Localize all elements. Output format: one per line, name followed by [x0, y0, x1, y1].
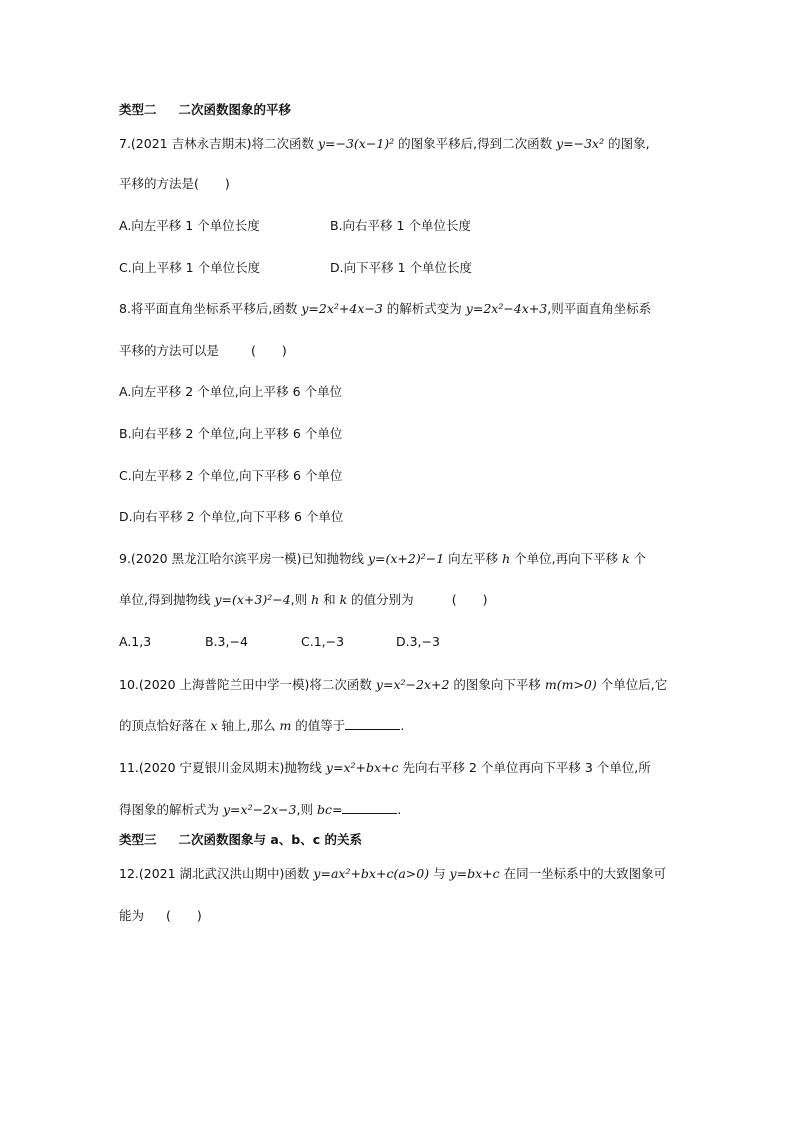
- q7-option-a: A.向左平移 1 个单位长度: [119, 218, 260, 233]
- q12-text: 12.(2021 湖北武汉洪山期中)函数: [119, 866, 314, 881]
- q8-option-b: B.向右平移 2 个单位,向上平移 6 个单位: [119, 426, 343, 441]
- q8-option-d: D.向右平移 2 个单位,向下平移 6 个单位: [119, 509, 344, 524]
- q12-paren-open: (: [166, 908, 171, 923]
- question-11-line-2: [119, 801, 401, 819]
- q12-text-mid: 与: [429, 866, 450, 881]
- q9-option-d: D.3,−3: [396, 634, 440, 649]
- q9-paren-open: (: [451, 592, 457, 607]
- q8-text-mid: 的解析式变为: [382, 301, 466, 316]
- q9-function-1: y=(x+2)²−1: [367, 551, 445, 566]
- q7-option-c: C.向上平移 1 个单位长度: [119, 260, 261, 275]
- q10-text-2-mid: 轴上,那么: [217, 718, 280, 733]
- q8-paren-open: (: [251, 343, 256, 358]
- question-7-line-1: [119, 135, 650, 153]
- q10-text-post: 个单位后,它: [596, 677, 668, 692]
- q7-option-d: D.向下平移 1 个单位长度: [330, 260, 472, 275]
- q9-text-post: 个: [629, 551, 647, 566]
- q9-var-k: k: [622, 551, 630, 566]
- q10-m-condition: m(m>0): [544, 677, 597, 692]
- q9-paren-close: ): [482, 592, 488, 607]
- q10-function-1: y=x²−2x+2: [375, 677, 450, 692]
- q8-text: 8.将平面直角坐标系平移后,函数: [119, 301, 302, 316]
- q10-period: .: [400, 718, 405, 733]
- q8-function-2: y=2x²−4x+3: [465, 301, 548, 316]
- q9-option-a: A.1,3: [119, 634, 152, 649]
- q8-option-c: C.向左平移 2 个单位,向下平移 6 个单位: [119, 468, 343, 483]
- q11-function-1: y=x²+bx+c: [325, 760, 399, 775]
- q12-paren-close: ): [196, 908, 202, 923]
- q8-option-a: A.向左平移 2 个单位,向上平移 6 个单位: [119, 384, 343, 399]
- section-heading-type-two: [119, 101, 291, 119]
- q7-stem-end: 平移的方法是(: [119, 176, 199, 191]
- q11-text: 11.(2020 宁夏银川金凤期末)抛物线: [119, 760, 326, 775]
- q11-text-2: 得图象的解析式为: [119, 802, 223, 817]
- q11-bc: bc=: [316, 802, 343, 817]
- q8-function-1: y=2x²+4x−3: [301, 301, 383, 316]
- q10-text-2: 的顶点恰好落在: [119, 718, 211, 733]
- question-10-line-2: [119, 717, 404, 735]
- q9-text-and: 和: [319, 592, 340, 607]
- q9-text-2-mid: ,则: [290, 592, 312, 607]
- q11-answer-blank[interactable]: [342, 801, 397, 814]
- q8-stem-end: 平移的方法可以是: [119, 343, 220, 358]
- question-10-line-1: [119, 676, 667, 694]
- q12-text-post: 在同一坐标系中的大致图象可: [499, 866, 667, 881]
- q7-option-b: B.向右平移 1 个单位长度: [330, 218, 471, 233]
- q12-function-2: y=bx+c: [449, 866, 500, 881]
- question-9-line-2: [119, 591, 487, 609]
- q10-var-x: x: [210, 718, 218, 733]
- q11-text-post: 先向右平移 2 个单位再向下平移 3 个单位,所: [398, 760, 651, 775]
- section-title: 二次函数图象的平移: [178, 102, 292, 117]
- q12-stem-end: 能为: [119, 908, 145, 923]
- q9-var-h: h: [502, 551, 511, 566]
- q10-var-m: m: [279, 718, 292, 733]
- question-11-line-1: [119, 759, 651, 777]
- question-12-line-2: [119, 907, 202, 925]
- q7-function-1: y=−3(x−1)²: [317, 136, 395, 151]
- q9-var-h-2: h: [311, 592, 320, 607]
- section-label: 类型三: [119, 832, 157, 847]
- q9-text-2-post: 的值分别为: [347, 592, 414, 607]
- question-12-line-1: [119, 865, 666, 883]
- q9-text-2: 单位,得到抛物线: [119, 592, 215, 607]
- q9-option-b: B.3,−4: [205, 634, 248, 649]
- q7-paren-close: ): [224, 176, 230, 191]
- q9-option-c: C.1,−3: [301, 634, 345, 649]
- q8-paren-close: ): [281, 343, 287, 358]
- q11-period: .: [397, 802, 402, 817]
- section-title: 二次函数图象与 a、b、c 的关系: [178, 832, 363, 847]
- q9-text: 9.(2020 黑龙江哈尔滨平房一模)已知抛物线: [119, 551, 368, 566]
- question-8-line-1: [119, 300, 651, 318]
- section-heading-type-three: [119, 831, 362, 849]
- q7-function-2: y=−3x²: [556, 136, 605, 151]
- section-label: 类型二: [119, 102, 157, 117]
- q10-text-mid: 的图象向下平移: [449, 677, 545, 692]
- q12-function-1: y=ax²+bx+c(a>0): [313, 866, 430, 881]
- question-7-line-2: [119, 175, 230, 193]
- q11-text-2-mid: ,则: [296, 802, 317, 817]
- q9-text-mid2: 个单位,再向下平移: [510, 551, 623, 566]
- q8-text-post: ,则平面直角坐标系: [547, 301, 652, 316]
- q10-text-2-post: 的值等于: [291, 718, 346, 733]
- q9-var-k-2: k: [339, 592, 348, 607]
- q7-text-post: 的图象,: [604, 136, 650, 151]
- q7-text: 7.(2021 吉林永吉期末)将二次函数: [119, 136, 318, 151]
- q9-text-mid: 向左平移: [444, 551, 503, 566]
- question-8-line-2: [119, 342, 287, 360]
- q7-text-mid: 的图象平移后,得到二次函数: [394, 136, 557, 151]
- q10-text: 10.(2020 上海普陀兰田中学一模)将二次函数: [119, 677, 376, 692]
- question-9-line-1: [119, 550, 646, 568]
- q11-function-2: y=x²−2x−3: [222, 802, 297, 817]
- q9-function-2: y=(x+3)²−4: [214, 592, 291, 607]
- q10-answer-blank[interactable]: [345, 717, 400, 730]
